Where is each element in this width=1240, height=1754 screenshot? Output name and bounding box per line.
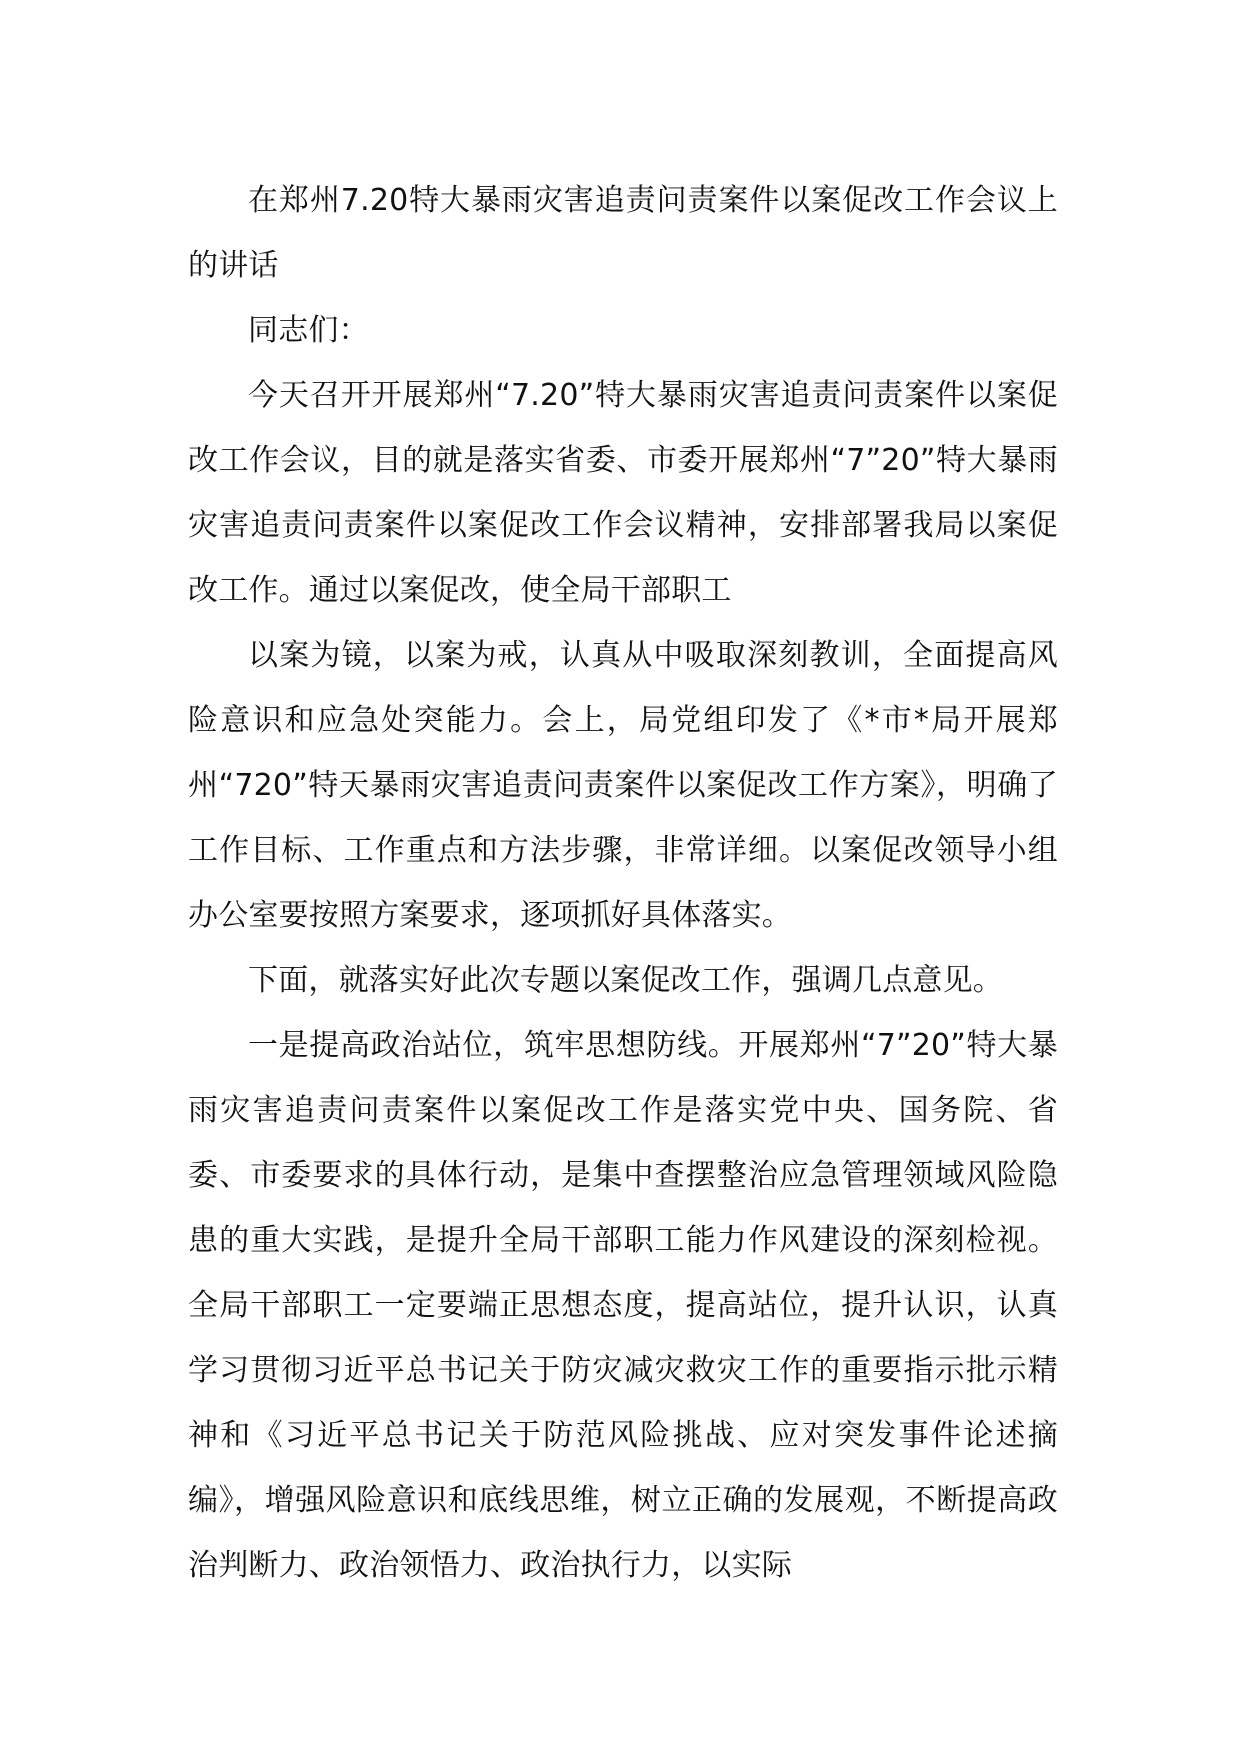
salutation: 同志们： — [248, 313, 369, 348]
speech-title: 在郑州7.20特大暴雨灾害追责问责案件以案促改工作会议上的讲话 — [188, 183, 1058, 283]
body-paragraph: 一是提高政治站位，筑牢思想防线。开展郑州“7”20”特大暴雨灾害追责问责案件以案促改工作是落实党中央、国务院、省委、市委要求的具体行动，是集中查摆整治应急管理领域风险隐患的重大实践，是提升全局干部职工能力作风建设的深刻检视。全局干部职工一定要端正思想态度，提高站位，提升认识，认真学习贯彻习近平总书记关于防灾减灾救灾工作的重要指示批示精神和《习近平总书记关于防范风险挑战、应对突发事件论述摘编》，增强风险意识和底线思维，树立正确的发展观，不断提高政治判断力、政治领悟力、政治执行力，以实际 — [188, 1028, 1058, 1583]
document-body — [188, 168, 1058, 1598]
body-paragraph: 今天召开开展郑州“7.20”特大暴雨灾害追责问责案件以案促改工作会议，目的就是落实省委、市委开展郑州“7”20”特大暴雨灾害追责问责案件以案促改工作会议精神，安排部署我局以案促改工作。通过以案促改，使全局干部职工 — [188, 378, 1058, 608]
body-paragraph: 以案为镜，以案为戒，认真从中吸取深刻教训，全面提高风险意识和应急处突能力。会上，局党组印发了《*市*局开展郑州“720”特天暴雨灾害追责问责案件以案促改工作方案》，明确了工作目标、工作重点和方法步骤，非常详细。以案促改领导小组办公室要按照方案要求，逐项抓好具体落实。 — [188, 638, 1058, 933]
body-paragraph: 下面，就落实好此次专题以案促改工作，强调几点意见。 — [248, 963, 1003, 998]
